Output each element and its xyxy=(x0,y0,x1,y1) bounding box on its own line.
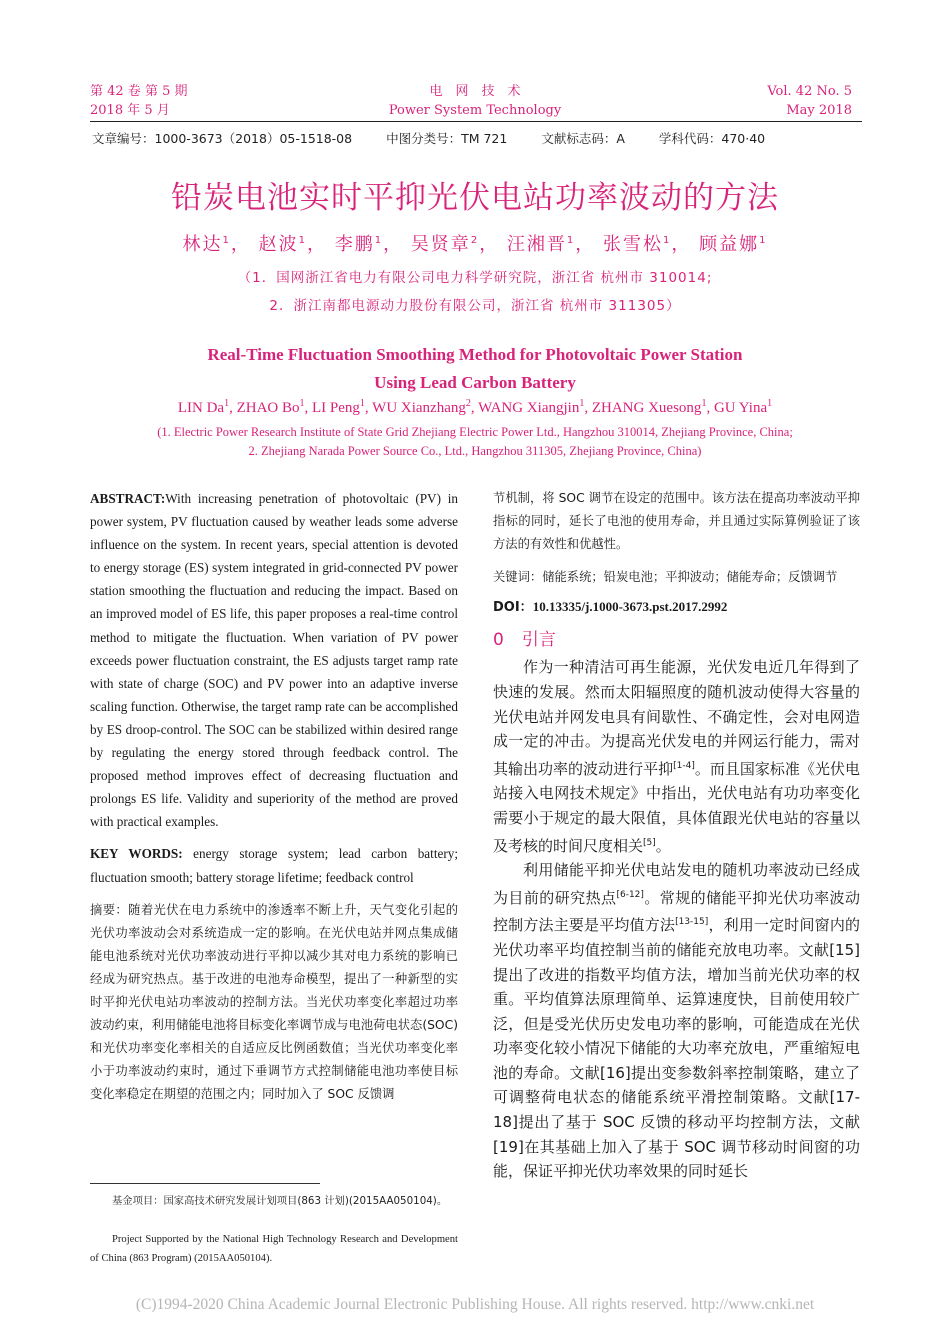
right-column xyxy=(493,487,860,1184)
header-divider xyxy=(90,121,862,122)
author-en: ZHAO Bo xyxy=(236,400,300,416)
author-cn: 汪湘晋 xyxy=(506,234,567,255)
funding-note-cn: 基金项目：国家高技术研究发展计划项目(863 计划)(2015AA050104)。 xyxy=(112,1195,448,1207)
abstract-en-text: With increasing penetration of photovoltaic (PV) in power system, PV fluctuation caused by weather leads some adverse influence on the system. In recent years, special attention is devoted to energy storage (ES) system integrated in grid-connected PV power station smoothing the fluctuation and reducing the impact. Based on an improved model of ES life, this paper proposes a real-time control method to mitigate the fluctuation. When variation of PV power exceeds power fluctuation constraint, the ES adjusts target ramp rate with state of charge (SOC) and PV power into an adaptive inverse scaling function. Otherwise, the target ramp rate can be accomplished by ES droop-control. The SOC can be stabilized within desired range by regulating the energy stored through feedback control. The proposed method improves effect of decreasing fluctuation and prolongs ES life. Validity and superiority of the method are proved with practical examples. xyxy=(90,491,458,830)
authors-en: LIN Da$^1$, ZHAO Bo$^1$, LI Peng$^1$, WU Xianzhang$^2$, WANG Xiangjin$^1$, ZHANG Xuesong$^1$, GU Yina$^1$ xyxy=(177,398,773,416)
affiliation-en-2: 2. Zhejiang Narada Power Source Co., Ltd., Hangzhou 311305, Zhejiang Province, China) xyxy=(248,444,702,458)
doi xyxy=(493,595,860,619)
copyright-watermark: (C)1994-2020 China Academic Journal Electronic Publishing House. All rights reserved. http://www.cnki.net xyxy=(135,1296,815,1313)
citation[interactable]: [13-15] xyxy=(675,917,709,928)
affiliation-cn-2: 2．浙江南都电源动力股份有限公司，浙江省 杭州市 311305） xyxy=(269,298,681,314)
doi-link[interactable]: 10.13335/j.1000-3673.pst.2017.2992 xyxy=(532,599,728,615)
author-cn: 林达 xyxy=(182,234,223,255)
affiliation-cn-1: （1．国网浙江省电力有限公司电力科学研究院，浙江省 杭州市 310014; xyxy=(237,270,713,286)
abstract-cn: 摘要：随着光伏在电力系统中的渗透率不断上升，天气变化引起的光伏功率波动会对系统造成一定的影响。在光伏电站并网点集成储能电池系统对光伏功率波动进行平抑以减少其对电力系统的影响已经成为研究热点。基于改进的电池寿命模型，提出了一种新型的实时平抑光伏电站功率波动的控制方法。当光伏功率变化率超过功率波动约束，利用储能电池将目标变化率调节成与电池荷电状态(SOC)和光伏功率变化率相关的自适应反比例函数值；当光伏功率变化率小于功率波动约束时，通过下垂调节方式控制储能电池功率使目标变化率稳定在期望的范围之内；同时加入了 SOC 反馈调 xyxy=(90,902,458,1102)
subject-code: 学科代码：470·40 xyxy=(658,131,766,146)
intro-paragraph-2: 利用储能平抑光伏电站发电的随机功率波动已经成为目前的研究热点[6-12]。常规的储能平抑光伏功率波动控制方法主要是平均值方法[13-15]，利用一定时间窗内的光伏功率平均值控制当前的储能充放电功率。文献[15]提出了改进的指数平均值方法，增加当前光伏功率的权重。平均值算法原理简单、运算速度快，目前使用较广泛，但是受光伏历史发电功率的影响，可能造成在光伏功率变化较小情况下储能的大功率充放电，严重缩短电池的寿命。文献[16]提出变参数斜率控制策略，建立了可调整荷电状态的储能系统平滑控制策略。文献[17-18]提出了基于 SOC 反馈的移动平均控制方法，文献[19]在其基础上加入了基于 SOC 调节移动时间窗的功能，保证平抑光伏功率效果的同时延长 xyxy=(493,861,860,1181)
volume-issue: 第 42 卷 第 5 期 xyxy=(90,84,188,99)
abstract-en xyxy=(90,487,458,833)
footnote-divider xyxy=(90,1183,320,1184)
keywords-cn: 关键词：储能系统；铅炭电池；平抑波动；储能寿命；反馈调节 xyxy=(493,570,838,585)
author-en: LIN Da xyxy=(177,400,225,416)
article-number: 文章编号：1000-3673（2018）05-1518-08 xyxy=(92,131,353,146)
article-meta xyxy=(92,129,795,147)
paper-title-en-line1: Real-Time Fluctuation Smoothing Method for Photovoltaic Power Station xyxy=(207,345,743,364)
left-column xyxy=(90,487,458,1106)
author-cn: 张雪松 xyxy=(603,234,664,255)
volume-en: Vol. 42 No. 5 xyxy=(767,84,852,99)
author-en: LI Peng xyxy=(312,400,360,416)
author-cn: 吴贤章 xyxy=(410,234,471,255)
journal-name-cn: 电 网 技 术 xyxy=(429,84,521,99)
intro-paragraph-1: 作为一种清洁可再生能源，光伏发电近几年得到了快速的发展。然而太阳辐照度的随机波动使得大容量的光伏电站并网发电具有间歇性、不确定性，会对电网造成一定的冲击。为提高光伏发电的并网运行能力，需对其输出功率的波动进行平抑[1-4]。而且国家标准《光伏电站接入电网技术规定》中指出，光伏电站有功功率变化需要小于规定的最大限值，具体值跟光伏电站的容量以及考核的时间尺度相关[5]。 xyxy=(493,658,860,855)
document-code: 文献标志码：A xyxy=(541,131,625,146)
paper-title-en-line2: Using Lead Carbon Battery xyxy=(374,373,576,392)
section-title: 引言 xyxy=(521,630,556,651)
affiliation-en-1: (1. Electric Power Research Institute of State Grid Zhejiang Electric Power Ltd., Hangzhou 310014, Zhejiang Province, China; xyxy=(157,425,793,439)
author-en: WANG Xiangjin xyxy=(478,400,580,416)
abstract-label: ABSTRACT: xyxy=(90,491,166,506)
issue-date: 2018 年 5 月 xyxy=(90,103,170,118)
author-cn: 顾益娜 xyxy=(699,234,760,255)
keywords-en-text: energy storage system; lead carbon battery; fluctuation smooth; battery storage lifetime; feedback control xyxy=(90,846,458,885)
journal-name-en: Power System Technology xyxy=(388,103,562,118)
author-en: ZHANG Xuesong xyxy=(591,400,702,416)
citation[interactable]: [1-4] xyxy=(673,760,695,771)
citation[interactable]: [6-12] xyxy=(616,889,644,900)
header-right xyxy=(767,82,852,120)
clc-number: 中图分类号：TM 721 xyxy=(386,131,508,146)
authors-cn: 林达$^1$， 赵波$^1$， 李鹏$^1$， 吴贤章$^2$， 汪湘晋$^1$， 张雪松$^1$， 顾益娜$^1$ xyxy=(182,234,768,255)
citation[interactable]: [5] xyxy=(643,837,656,848)
author-cn: 李鹏 xyxy=(334,234,375,255)
keywords-en xyxy=(90,842,458,888)
doi-label: DOI： xyxy=(493,600,533,616)
author-cn: 赵波 xyxy=(258,234,299,255)
paper-title-cn: 铅炭电池实时平抑光伏电站功率波动的方法 xyxy=(171,180,779,216)
funding-note-en: Project Supported by the National High Technology Research and Development of China (863 Program) (2015AA050104). xyxy=(90,1234,458,1264)
keywords-label: KEY WORDS: xyxy=(90,846,183,862)
author-en: WU Xianzhang xyxy=(372,400,466,416)
section-heading xyxy=(493,625,860,655)
author-en: GU Yina xyxy=(713,400,768,416)
section-number: 0 xyxy=(493,630,504,651)
abstract-cn-continuation: 节机制，将 SOC 调节在设定的范围中。该方法在提高功率波动平抑指标的同时，延长了电池的使用寿命，并且通过实际算例验证了该方法的有效性和优越性。 xyxy=(493,491,860,552)
date-en: May 2018 xyxy=(786,103,852,118)
